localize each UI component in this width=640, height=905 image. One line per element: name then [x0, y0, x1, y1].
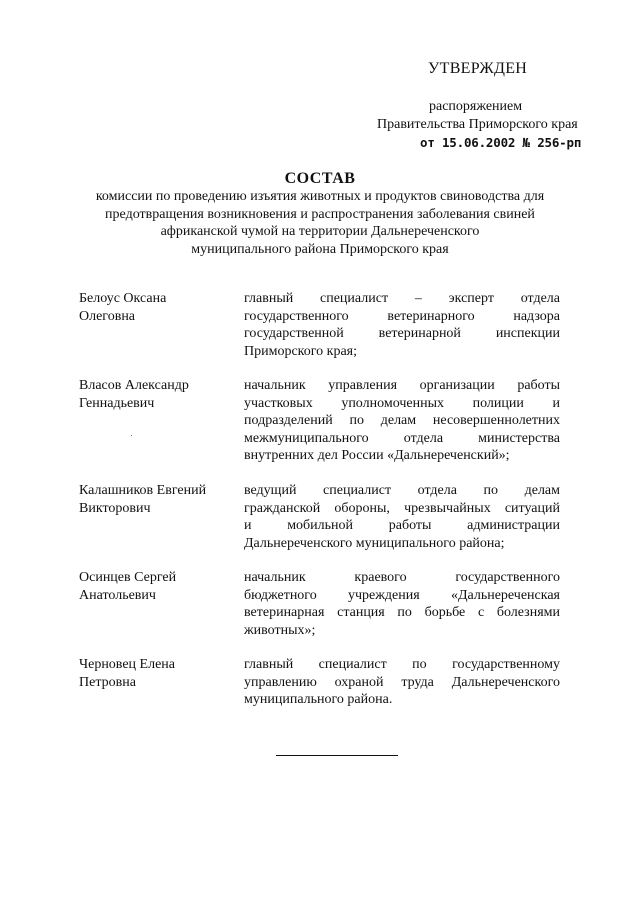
- member-name-line: Викторович: [79, 500, 151, 516]
- member-name-line: Власов Александр: [79, 378, 189, 393]
- member-position-line: бюджетного учреждения «Дальнереченская: [244, 587, 560, 603]
- member-position-line: Приморского края;: [244, 343, 358, 359]
- member-name-line: Геннадьевич: [79, 395, 155, 411]
- document-subtitle: [60, 188, 580, 258]
- member-position-line: начальник краевого государственного: [244, 570, 560, 585]
- member-position-line: государственного ветеринарного надзора: [244, 308, 560, 324]
- member-position-line: межмуниципального отдела министерства: [244, 430, 560, 446]
- member-position-line: подразделений по делам несовершеннолетних: [244, 413, 560, 428]
- member-position: [244, 482, 560, 552]
- document-subtitle-line: комиссии по проведению изъятия животных и продуктов свиноводства для: [95, 189, 545, 204]
- member-position-line: животных»;: [244, 622, 316, 638]
- document-subtitle-line: африканской чумой на территории Дальнереченского: [160, 224, 480, 239]
- member-position-line: главный специалист – эксперт отдела: [244, 291, 560, 306]
- member-position-line: управлению охраной труда Дальнереченского: [244, 674, 560, 690]
- member-name: [79, 656, 229, 691]
- member-position-line: гражданской обороны, чрезвычайных ситуаций: [244, 500, 560, 516]
- member-position-line: муниципального района.: [244, 692, 393, 707]
- member-position-line: внутренних дел России «Дальнереченский»;: [244, 448, 510, 463]
- member-name: [79, 482, 229, 517]
- approval-title: УТВЕРЖДЕН: [428, 60, 528, 77]
- member-position-line: начальник управления организации работы: [244, 378, 560, 393]
- approval-date-number: от 15.06.2002 № 256-рп: [420, 135, 582, 150]
- member-position-line: ветеринарная станция по борьбе с болезнями: [244, 605, 560, 620]
- document-subtitle-line: муниципального района Приморского края: [191, 241, 449, 257]
- member-position: [244, 377, 560, 465]
- member-position-line: Дальнереченского муниципального района;: [244, 535, 505, 551]
- approval-authority: Правительства Приморского края: [377, 117, 578, 132]
- member-position-line: главный специалист по государственному: [244, 657, 560, 672]
- member-position-line: и мобильной работы администрации: [244, 518, 560, 533]
- member-name-line: Анатольевич: [79, 587, 156, 603]
- document-title: СОСТАВ: [284, 170, 356, 187]
- member-position-line: государственной ветеринарной инспекции: [244, 326, 560, 341]
- member-name-line: Калашников Евгений: [79, 483, 207, 498]
- member-position: [244, 290, 560, 360]
- document-subtitle-line: предотвращения возникновения и распространения заболевания свиней: [105, 206, 535, 222]
- approval-order-label: распоряжением: [429, 99, 523, 114]
- closing-rule: [276, 755, 398, 756]
- member-name: [79, 377, 229, 412]
- member-name-line: Черновец Елена: [79, 657, 175, 672]
- member-position-line: ведущий специалист отдела по делам: [244, 483, 560, 498]
- scan-speck: [131, 435, 132, 436]
- member-name-line: Петровна: [79, 674, 136, 690]
- member-position: [244, 569, 560, 639]
- member-name-line: Осинцев Сергей: [79, 570, 177, 585]
- member-name-line: Олеговна: [79, 308, 136, 324]
- member-name: [79, 290, 229, 325]
- member-position: [244, 656, 560, 709]
- member-name-line: Белоус Оксана: [79, 291, 167, 306]
- member-name: [79, 569, 229, 604]
- member-position-line: участковых уполномоченных полиции и: [244, 395, 560, 411]
